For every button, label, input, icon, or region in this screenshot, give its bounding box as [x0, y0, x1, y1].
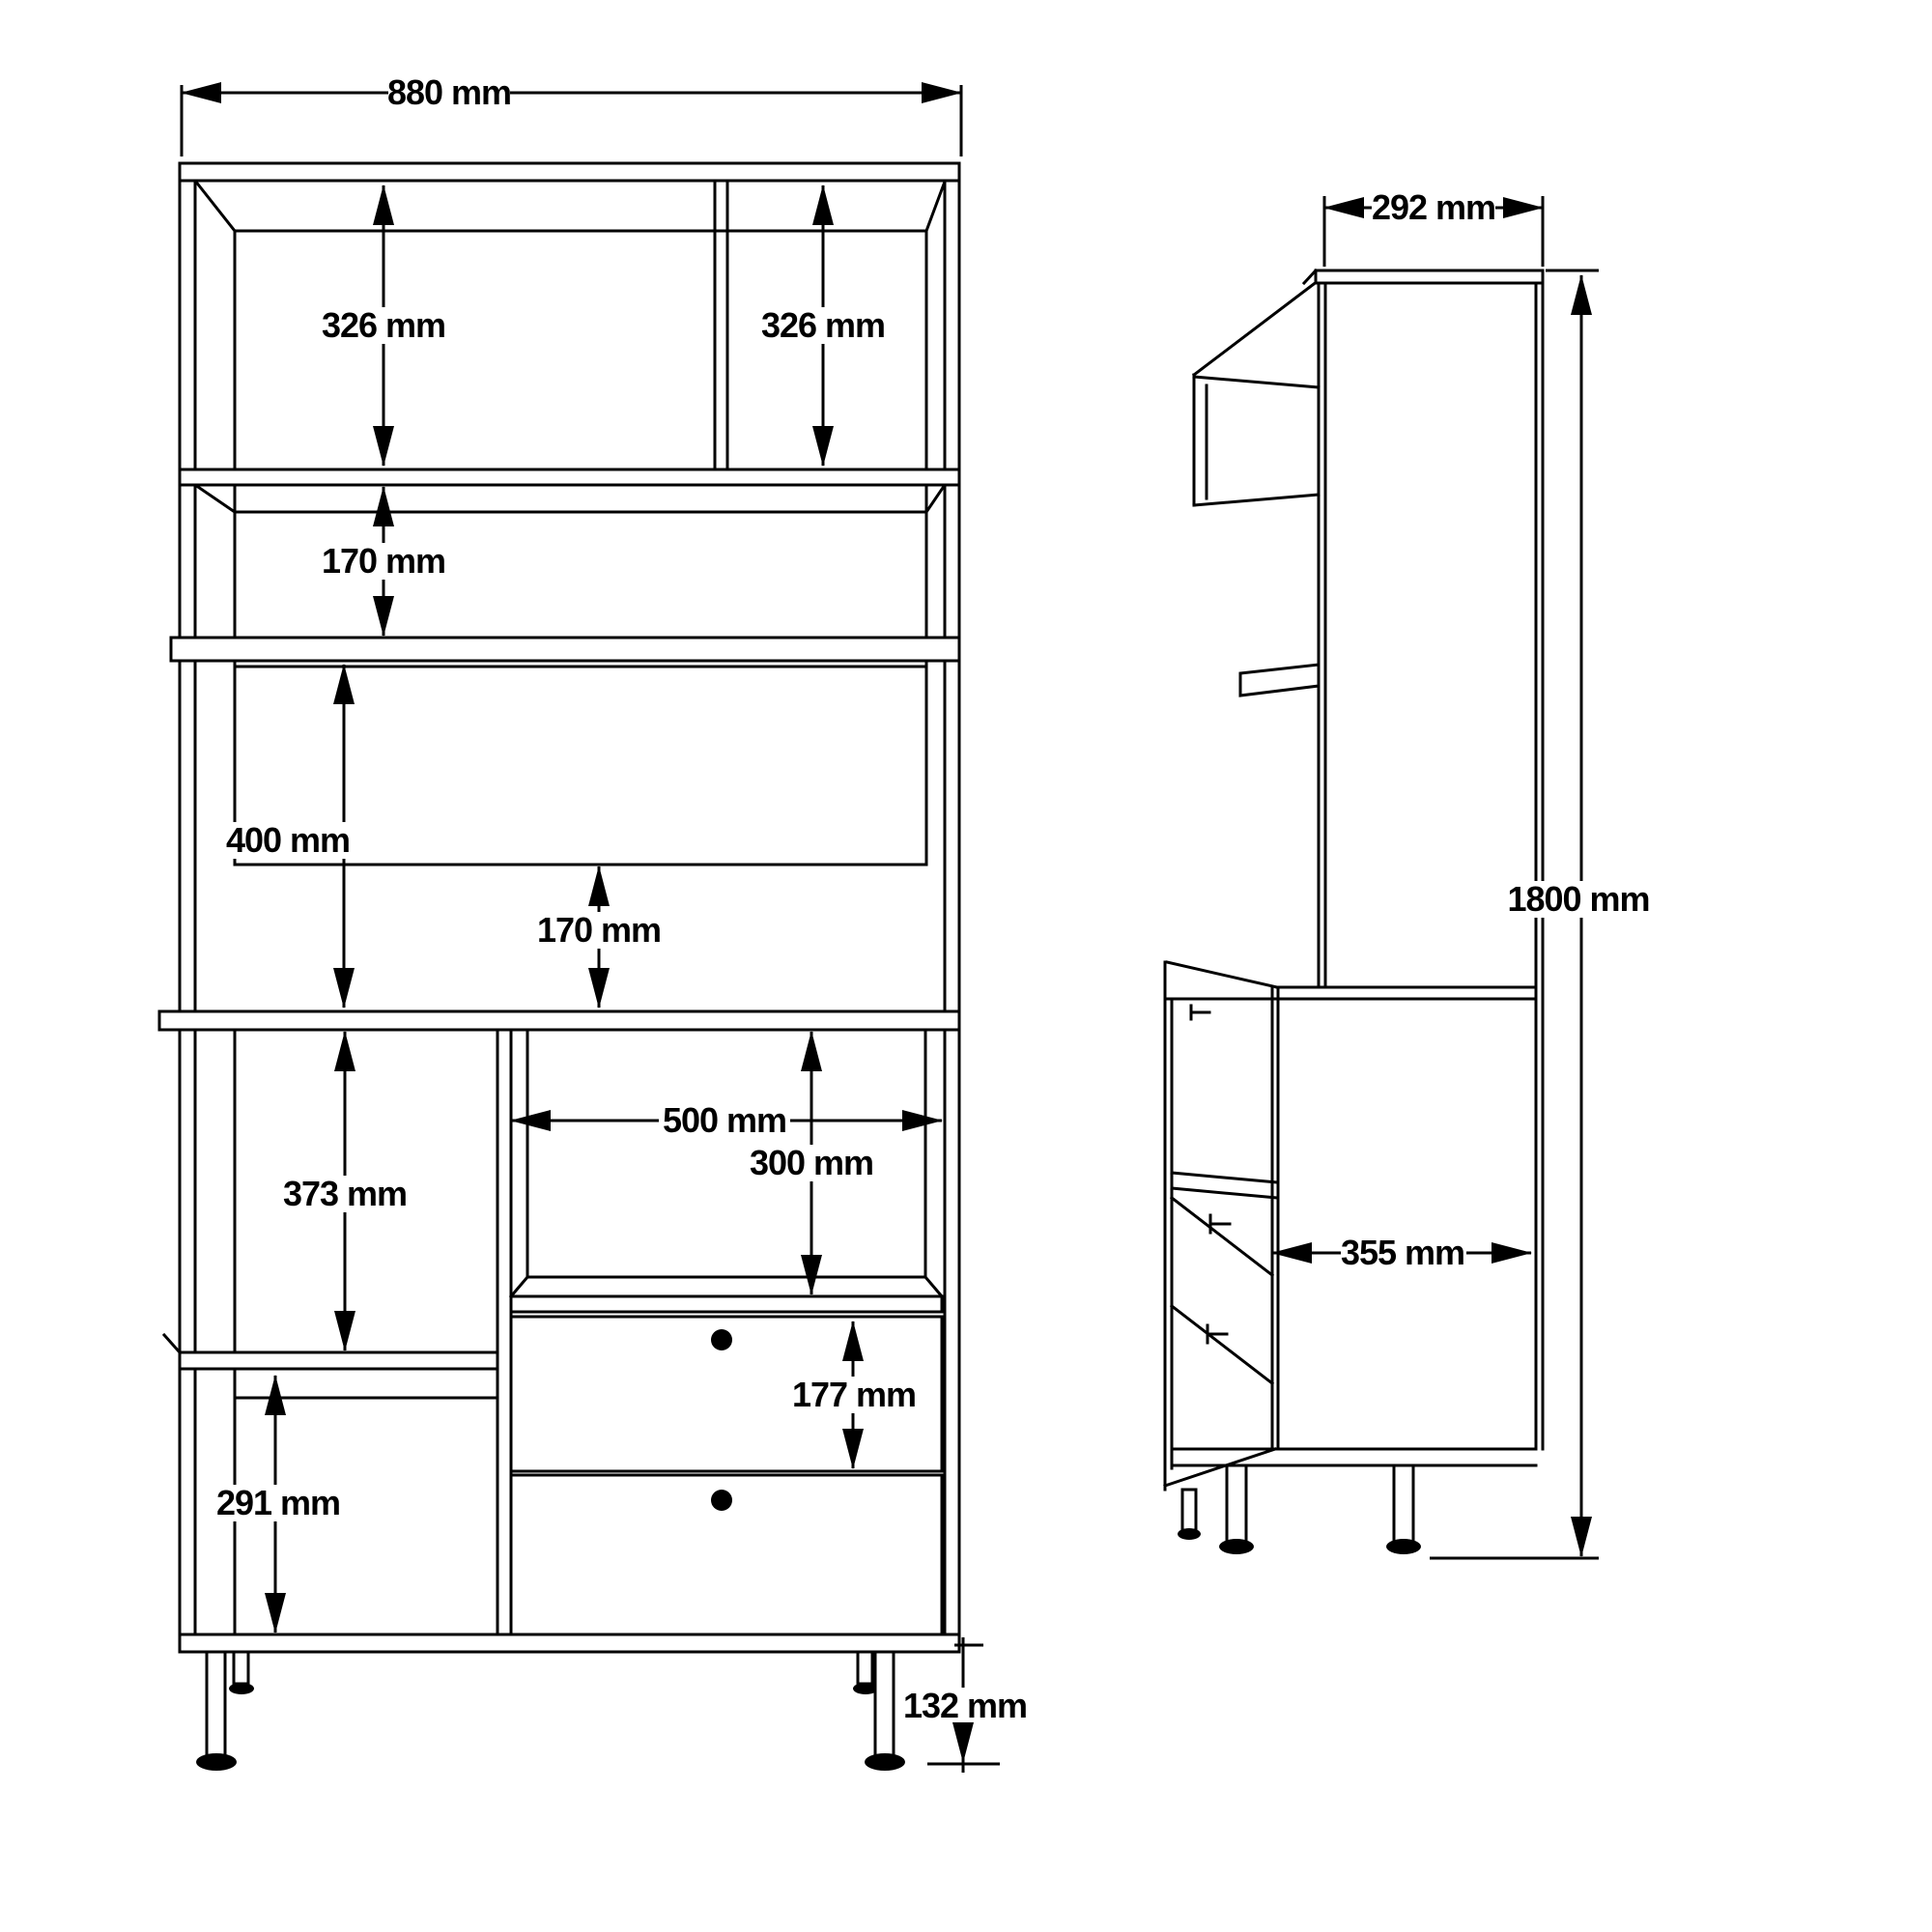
side-door-knob: [1191, 1006, 1209, 1019]
opening-floor: [511, 1296, 942, 1312]
bottom-panel: [180, 1634, 959, 1652]
leg-foot: [229, 1683, 254, 1694]
dim-label-upper-depth: 292 mm: [1371, 187, 1496, 227]
dim-leg-height-132: [896, 1637, 1034, 1773]
dim-label-top-right-shelf: 326 mm: [760, 305, 886, 345]
dim-label-overall-width: 880 mm: [386, 72, 512, 112]
dim-lower-left-upper-373: [283, 1032, 407, 1350]
leg-foot: [1386, 1539, 1421, 1554]
dim-label-middle-section: 400 mm: [225, 820, 351, 860]
front-view: [159, 72, 1034, 1773]
dim-opening-width-500: [511, 1100, 942, 1140]
dim-middle-400: [226, 665, 350, 1008]
leg-foot: [865, 1753, 905, 1771]
dim-label-lower-left-lower: 291 mm: [215, 1483, 341, 1522]
drawer-2-knob: [711, 1490, 732, 1511]
front-structure: [159, 163, 959, 1652]
dim-shelf-gap-170-upper: [322, 487, 445, 636]
dim-label-shelf-gap-upper: 170 mm: [321, 541, 446, 581]
dim-label-back-panel-gap: 170 mm: [536, 910, 662, 950]
drawer-1-knob: [711, 1329, 732, 1350]
side-interior-lines: [1194, 284, 1319, 696]
dim-lower-depth-355: [1272, 1233, 1531, 1272]
dim-top-left-shelf-326: [322, 185, 445, 466]
side-shelf-wedge: [1240, 665, 1319, 696]
shelf-b: [171, 638, 959, 661]
shelf-a: [180, 469, 959, 485]
dim-label-drawer-height: 177 mm: [791, 1375, 917, 1414]
shelf-c: [180, 1352, 497, 1369]
dim-overall-width-880: [182, 72, 961, 156]
top-panel: [180, 163, 959, 181]
dim-label-lower-depth: 355 mm: [1340, 1233, 1465, 1272]
dim-label-top-left-shelf: 326 mm: [321, 305, 446, 345]
leg-foot: [196, 1753, 237, 1771]
side-structure: [1165, 270, 1543, 1554]
side-view: [1165, 187, 1654, 1558]
side-top-panel: [1316, 270, 1543, 283]
dim-opening-height-300: [746, 1032, 877, 1294]
dim-top-right-shelf-326: [761, 185, 885, 466]
counter-top: [159, 1011, 959, 1030]
front-legs: [196, 1652, 905, 1771]
dim-label-opening-width: 500 mm: [662, 1100, 787, 1140]
side-counter-top-edge: [1167, 962, 1277, 987]
dim-upper-depth-292: [1324, 187, 1543, 267]
dim-label-lower-left-upper: 373 mm: [282, 1174, 408, 1213]
dim-label-leg-height: 132 mm: [902, 1686, 1028, 1725]
dim-label-total-height: 1800 mm: [1507, 879, 1650, 919]
dim-label-opening-height: 300 mm: [749, 1143, 874, 1182]
side-legs: [1178, 1465, 1421, 1554]
leg-foot: [1219, 1539, 1254, 1554]
dim-back-panel-gap-170: [537, 867, 661, 1008]
leg-foot: [1178, 1528, 1201, 1540]
